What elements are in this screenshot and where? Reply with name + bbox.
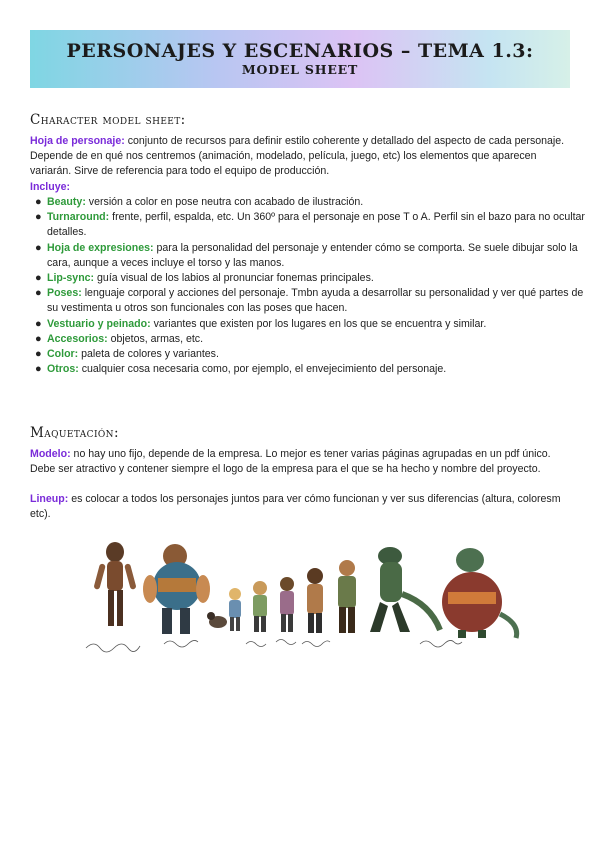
- section-heading-character-model-sheet: Character model sheet:: [30, 112, 186, 128]
- item-text: paleta de colores y variantes.: [78, 348, 219, 361]
- bullet-icon: ●: [35, 363, 42, 376]
- includes-list: [30, 195, 585, 377]
- hoja-de-personaje-text: conjunto de recursos para definir estilo coherente y detallado del aspecto de cada personaje. Depende de en qué nos centremos (animación, modelado, película, juego, etc) los elementos que aparecen variarán. Sirve de referencia para todo el equipo de producción.: [30, 135, 565, 178]
- intro-paragraph: [30, 134, 568, 180]
- item-text: frente, perfil, espalda, etc. Un 360º para el personaje en pose T o A. Perfil sin el bazo para no ocultar detalles.: [47, 211, 585, 239]
- character-figure: [229, 588, 241, 631]
- bullet-icon: ●: [35, 196, 42, 208]
- item-label: Lip-sync:: [47, 272, 95, 285]
- modelo-paragraph: [30, 447, 568, 477]
- bullet-icon: ●: [35, 272, 42, 285]
- list-item: [35, 286, 585, 316]
- item-text: objetos, armas, etc.: [107, 332, 204, 345]
- bullet-icon: ●: [35, 317, 42, 330]
- item-label: Vestuario y peinado:: [47, 317, 151, 330]
- item-label: Hoja de expresiones:: [47, 241, 154, 254]
- includes-label: Incluye:: [30, 181, 71, 193]
- lineup-paragraph: [30, 492, 568, 522]
- character-figure: [370, 547, 440, 632]
- character-figure: [307, 568, 323, 633]
- character-figure: [93, 542, 136, 626]
- item-label: Accesorios:: [47, 332, 108, 345]
- list-item: [35, 317, 585, 332]
- character-lineup-illustration: [80, 534, 526, 658]
- bullet-icon: ●: [35, 211, 42, 224]
- item-label: Color:: [47, 348, 79, 361]
- item-text: guía visual de los labios al pronunciar fonemas principales.: [94, 272, 374, 285]
- character-figure: [253, 581, 267, 632]
- list-item: [35, 362, 585, 377]
- page-subtitle: MODEL SHEET: [241, 62, 359, 77]
- modelo-text: no hay uno fijo, depende de la empresa. Lo mejor es tener varias páginas agrupadas en un pdf único. Debe ser atractivo y contener siempre el logo de la empresa para el que se ha hecho y nombre del proyecto.: [30, 448, 551, 476]
- lineup-text: es colocar a todos los personajes juntos para ver cómo funcionan y ver sus diferencias (altura, coloresm etc).: [30, 493, 561, 521]
- list-item: [35, 332, 585, 347]
- character-figure: [143, 544, 210, 634]
- modelo-label: Modelo:: [30, 448, 71, 460]
- character-figure: [442, 548, 517, 638]
- item-text: lenguaje corporal y acciones del personaje. Tmbn ayuda a desarrollar su personalidad y ver qué partes de su vestimenta u otros son funcionales con las poses que hacen.: [47, 287, 584, 315]
- bullet-icon: ●: [35, 332, 42, 345]
- list-item: [35, 241, 585, 271]
- section-heading-maquetacion: Maquetación:: [30, 425, 119, 441]
- item-label: Otros:: [47, 363, 79, 376]
- bullet-icon: ●: [35, 287, 42, 300]
- dog-figure: [207, 612, 227, 628]
- page-title: PERSONAJES Y ESCENARIOS – TEMA 1.3:: [66, 40, 534, 62]
- item-text: para la personalidad del personaje y entender cómo se comporta. Se suele dibujar solo la cara, aunque a veces incluye el torso y las manos.: [47, 241, 578, 269]
- list-item: [35, 210, 585, 240]
- character-figure: [280, 577, 294, 632]
- item-text: cualquier cosa necesaria como, por ejemplo, el envejecimiento del personaje.: [78, 363, 447, 376]
- title-banner: [30, 30, 570, 88]
- lineup-label: Lineup:: [30, 493, 69, 505]
- item-label: Turnaround:: [47, 211, 110, 224]
- hoja-de-personaje-label: Hoja de personaje:: [30, 135, 125, 147]
- character-figure: [338, 560, 356, 633]
- item-label: Poses:: [47, 287, 82, 300]
- list-item: [35, 271, 585, 286]
- item-text: variantes que existen por los lugares en los que se encuentra y similar.: [150, 317, 487, 330]
- includes-heading: [30, 180, 568, 195]
- bullet-icon: ●: [35, 241, 42, 254]
- list-item: [35, 347, 585, 362]
- item-label: Beauty:: [47, 196, 86, 208]
- bullet-icon: ●: [35, 348, 42, 361]
- signature-scribbles: [86, 640, 462, 653]
- item-text: versión a color en pose neutra con acabado de ilustración.: [85, 196, 364, 208]
- list-item: [35, 195, 585, 210]
